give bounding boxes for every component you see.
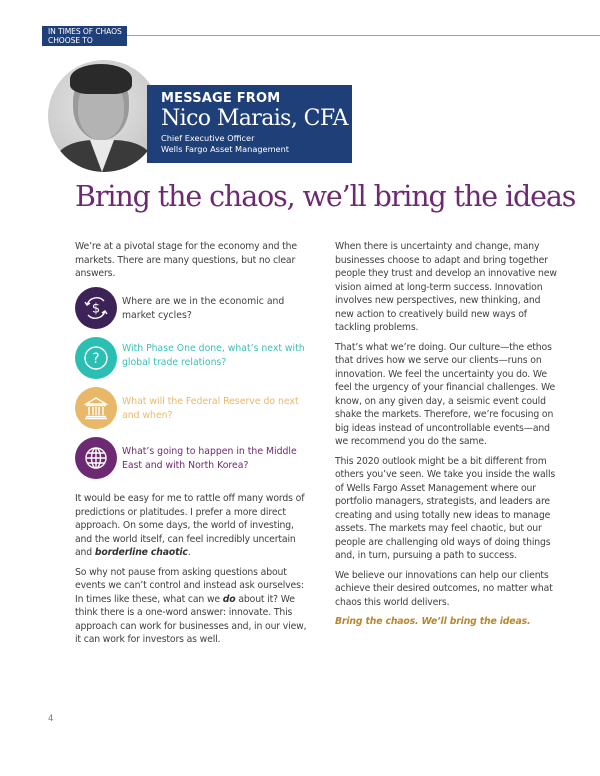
paragraph: When there is uncertainty and change, many businesses choose to adapt and bring together people they trust and develop an innovative new vision aimed at long-term success. Innovation involves new perspectives, new thinking, and new action to creatively build new ways of tackling problems. (335, 241, 557, 333)
question-item (75, 437, 310, 481)
message-from-box (147, 85, 352, 163)
paragraph: It would be easy for me to rattle off many words of predictions or platitudes. I prefer a more direct approach. On some days, the world of investing, and the world itself, can feel incredibly uncertain and borderline chaotic. (75, 493, 305, 558)
question-text: Where are we in the economic and market cycles? (122, 296, 285, 321)
banner-line-1: IN TIMES OF CHAOS (48, 27, 122, 36)
question-text: What’s going to happen in the Middle East and with North Korea? (122, 446, 297, 471)
question-item (75, 287, 310, 331)
portrait-hair (70, 64, 132, 94)
question-text: What will the Federal Reserve do next and when? (122, 396, 299, 421)
question-text: With Phase One done, what’s next with global trade relations? (122, 343, 305, 368)
svg-text:?: ? (92, 351, 100, 367)
banner-emphasis: INNOVATE (48, 45, 91, 54)
section-banner (42, 26, 127, 54)
author-name: Nico Marais, CFA (161, 106, 348, 131)
left-column (75, 240, 305, 287)
globe-icon (75, 437, 117, 479)
author-organization: Wells Fargo Asset Management (161, 144, 289, 154)
page-number: 4 (48, 714, 54, 724)
banner-line-2: CHOOSE TO INNOVATE (48, 36, 93, 54)
svg-text:$: $ (91, 301, 101, 317)
page-headline: Bring the chaos, we’ll bring the ideas (75, 180, 576, 213)
author-title: Chief Executive Officer (161, 133, 255, 143)
paragraph: That’s what we’re doing. Our culture—the ethos that drives how we serve our clients—runs on innovation. We feel the uncertainty you do. We feel the urgency of your financial challenges. We know, on any given day, a seismic event could shake the markets. Therefore, we’re focusing on big ideas instead of uncontrollable events—and we recommend you do the same. (335, 341, 556, 447)
question-item (75, 337, 310, 381)
paragraph: So why not pause from asking questions about events we can’t control and instead ask ourselves: In times like these, what can we do about it? We think there is a one-word answer: innovate. This approach can work for businesses and, in our view, it can work for investors as well. (75, 566, 307, 645)
left-column-body (75, 492, 307, 653)
paragraph: We believe our innovations can help our clients achieve their desired outcomes, no matter what chaos this world delivers. (335, 569, 553, 608)
emphasis-text: do (222, 593, 236, 605)
bank-building-icon (75, 387, 117, 429)
message-label: MESSAGE FROM (161, 91, 281, 106)
question-mark-icon (75, 337, 117, 379)
ceo-portrait (48, 60, 160, 172)
dollar-cycle-icon (75, 287, 117, 329)
right-column (335, 240, 557, 635)
emphasis-text: borderline chaotic (94, 547, 188, 558)
question-item (75, 387, 310, 431)
intro-paragraph: We’re at a pivotal stage for the economy and the markets. There are many questions, but no clear answers. (75, 241, 297, 279)
banner-divider (127, 35, 600, 36)
closing-tagline: Bring the chaos. We’ll bring the ideas. (335, 616, 531, 627)
paragraph: This 2020 outlook might be a bit different from others you’ve seen. We take you inside the walls of Wells Fargo Asset Management where our portfolio managers, strategists, and leaders are creating and using totally new ideas to manage assets. The markets may feel chaotic, but our people are challenging old ways of doing things and, in turn, pursuing a path to success. (335, 455, 556, 561)
